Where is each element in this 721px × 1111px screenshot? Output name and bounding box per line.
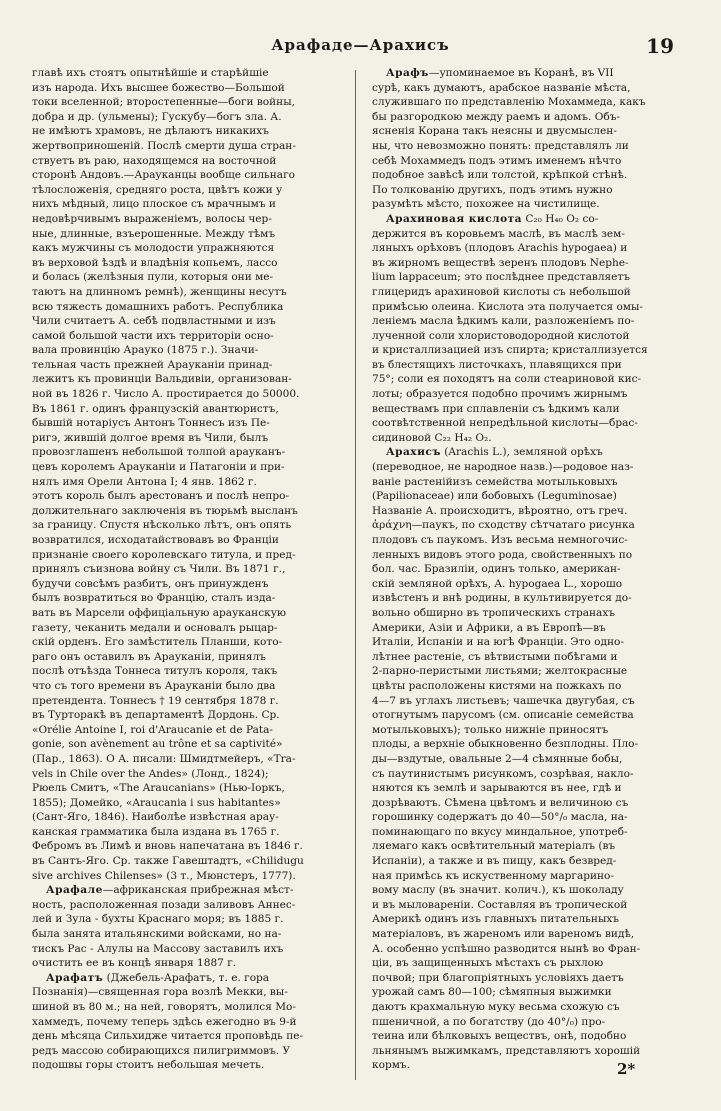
- line-text: (переводное, не народное назв.)—родовое наз-: [372, 461, 634, 474]
- line-text: главѣ ихъ стоятъ опытнѣйшіе и старѣйшіе: [32, 67, 269, 79]
- line-text: извѣстенъ и внѣ родины, в культивируется до-: [372, 592, 632, 605]
- line-text: всю тяжесть домашнихъ работъ. Республика: [32, 300, 284, 313]
- text-line: [372, 1044, 690, 1059]
- line-text: себѣ Мохаммедъ подъ этимъ именемъ нѣчто: [372, 154, 622, 167]
- text-line: [32, 869, 342, 884]
- text-line: [32, 781, 342, 796]
- text-line: [32, 124, 342, 139]
- text-line: [372, 942, 690, 957]
- line-text: подобное завѣсѣ или толстой, крѣпкой стѣнѣ.: [372, 169, 628, 182]
- line-text: что съ того времени въ Арауканіи было два: [32, 679, 276, 692]
- text-line: [32, 1029, 342, 1044]
- line-text: вала провинцію Арауко (1875 г.). Значи-: [32, 344, 259, 357]
- line-text: ціи, въ защищенныхъ мѣстахъ съ рыхлою: [372, 957, 604, 970]
- line-text: плоды, а верхніе обыкновенно безплодны. Пло-: [372, 738, 639, 751]
- line-text: Испаніи), а также и въ пищу, какъ безвред-: [372, 855, 617, 868]
- text-line: [32, 839, 342, 854]
- text-line: [32, 621, 342, 636]
- text-line: [32, 635, 342, 650]
- line-text: съ паутинистымъ рисункомъ, созрѣвая, накло-: [372, 767, 634, 780]
- text-line: [32, 956, 342, 971]
- text-line: [372, 445, 690, 460]
- line-text: за границу. Спустя нѣсколько лѣтъ, онъ опять: [32, 519, 292, 532]
- line-text: вать въ Марсели оффиціальную арауканскую: [32, 606, 287, 619]
- text-line: [372, 300, 690, 315]
- line-text: льнянымъ выжимкамъ, представляютъ хорошій: [372, 1044, 641, 1057]
- line-text: 4—7 въ углахъ листьевъ; чашечка двугубая, съ: [372, 694, 635, 707]
- text-line: [32, 460, 342, 475]
- text-line: [32, 723, 342, 738]
- line-text: скій земляной орѣхъ, A. hypogaea L., хорошо: [372, 577, 623, 590]
- line-text: держится въ коровьемъ маслѣ, въ маслѣ зем-: [372, 227, 625, 240]
- line-text: былъ возвратиться во Францію, сталъ изда-: [32, 592, 276, 605]
- text-line: [372, 1058, 690, 1073]
- text-line: [372, 314, 690, 329]
- line-text: ствуетъ въ раю, находящемся на восточной: [32, 154, 277, 167]
- line-text: въ Турторакѣ въ департаментѣ Дордонь. Ср.: [32, 709, 280, 722]
- text-line: [372, 810, 690, 825]
- entry-headword: Арафъ: [386, 67, 429, 79]
- text-line: [32, 927, 342, 942]
- text-line: [32, 197, 342, 212]
- line-text: sive archives Chilenses» (3 т., Мюнстеръ, 1777).: [32, 869, 296, 882]
- line-text: бол. час. Бразиліи, одинъ только, американ-: [372, 563, 621, 576]
- text-line: [32, 562, 342, 577]
- text-line: [372, 183, 690, 198]
- text-line: [32, 854, 342, 869]
- text-line: [32, 489, 342, 504]
- text-line: [32, 343, 342, 358]
- line-text: будучи совсѣмъ разбитъ, онъ принужденъ: [32, 577, 269, 590]
- text-line: [372, 139, 690, 154]
- line-text: А. особенно успѣшно разводится нынѣ во Фран-: [372, 942, 641, 955]
- text-line: [32, 518, 342, 533]
- line-text: C₂₀ H₄₀ O₂ со-: [522, 212, 599, 225]
- text-line: [372, 110, 690, 125]
- text-line: [32, 591, 342, 606]
- text-line: [372, 358, 690, 373]
- text-line: [32, 708, 342, 723]
- text-line: [372, 723, 690, 738]
- line-text: въ Сантъ-Яго. Ср. также Гавештадтъ, «Chilidugu: [32, 855, 304, 868]
- line-text: отогнутымъ парусомъ (см. описаніе семейства: [372, 709, 634, 722]
- line-text: какъ мужчины съ молодости упражняются: [32, 242, 275, 255]
- text-line: [32, 154, 342, 169]
- text-line: [372, 1015, 690, 1030]
- line-text: 2-парно-перистыми листьями; желтокрасные: [372, 665, 628, 678]
- line-text: въ жирномъ веществѣ зеренъ плодовъ Nephe-: [372, 256, 629, 269]
- line-text: таютъ на длинномъ ремнѣ), женщины несутъ: [32, 285, 287, 298]
- printer-signature: 2*: [617, 1060, 636, 1078]
- line-text: веществамъ при сплавленіи съ ѣдкимъ кали: [372, 402, 620, 415]
- text-line: [372, 621, 690, 636]
- line-text: въ блестящихъ листочкахъ, плавящихся при: [372, 358, 622, 371]
- text-line: [372, 256, 690, 271]
- text-line: [372, 431, 690, 446]
- text-line: [32, 329, 342, 344]
- text-line: [372, 533, 690, 548]
- text-line: [32, 664, 342, 679]
- line-text: редъ массою собирающихся пилигриммовъ. У: [32, 1044, 291, 1057]
- text-line: [372, 518, 690, 533]
- line-text: ленныхъ видовъ этого рода, свойственныхъ по: [372, 548, 633, 561]
- text-line: [372, 81, 690, 96]
- line-text: (Сант-Яго, 1846). Наиболѣе извѣстная арау-: [32, 811, 279, 824]
- line-text: ваніе растенійизъ семейства мотыльковыхъ: [372, 475, 618, 488]
- line-text: вольно обширно въ тропическихъ странахъ: [372, 606, 615, 619]
- line-text: Фебромъ въ Лимѣ и вновь напечатана въ 1846 г.: [32, 840, 303, 853]
- line-text: рагo онъ оставилъ въ Арауканіи, принялъ: [32, 650, 266, 663]
- page-number: 19: [646, 34, 674, 58]
- text-line: [372, 387, 690, 402]
- line-text: почвой; при благопріятныхъ условіяхъ даетъ: [372, 971, 624, 984]
- text-line: [372, 66, 690, 81]
- text-line: [32, 475, 342, 490]
- text-line: [32, 577, 342, 592]
- line-text: Рюель Смитъ, «The Araucanians» (Нью-Іоркъ,: [32, 782, 285, 795]
- line-text: лученной соли хлористоводородной кислотой: [372, 329, 630, 342]
- line-text: тельная часть прежней Арауканіи принад-: [32, 358, 273, 371]
- line-text: признаніе своего королевскаго титула, и пред-: [32, 548, 296, 561]
- text-line: [32, 1000, 342, 1015]
- text-line: [32, 372, 342, 387]
- text-line: [372, 679, 690, 694]
- line-text: возвратился, исходатайствовавъ во Франціи: [32, 534, 279, 546]
- line-text: не имѣютъ храмовъ, не дѣлаютъ никакихъ: [32, 125, 269, 138]
- line-text: пшеничной, а по богатству (до 40°/₀) про-: [372, 1015, 606, 1028]
- line-text: служившаго по представленію Мохаммеда, какъ: [372, 96, 646, 109]
- text-line: [32, 942, 342, 957]
- line-text: —африканская прибрежная мѣст-: [102, 884, 294, 897]
- text-line: [32, 241, 342, 256]
- line-text: соотвѣтственной непредѣльной кислоты—брас-: [372, 417, 638, 430]
- text-line: [372, 548, 690, 563]
- line-text: лей и Зула - бухты Краснаго моря; въ 1885 г.: [32, 913, 284, 926]
- text-line: [372, 212, 690, 227]
- text-line: [372, 956, 690, 971]
- text-line: [32, 431, 342, 446]
- line-text: Чили считаетъ А. себѣ подвластными и изъ: [32, 315, 276, 328]
- text-line: [372, 154, 690, 169]
- line-text: (Пар., 1863). О А. писали: Шмидтмейеръ, «Tra-: [32, 752, 296, 765]
- text-line: [32, 110, 342, 125]
- text-line: [372, 460, 690, 475]
- line-text: вому маслу (въ значит. колич.), къ шоколаду: [372, 884, 624, 897]
- text-line: [32, 533, 342, 548]
- line-text: леніемъ масла ѣдкимъ кали, разложеніемъ по-: [372, 315, 635, 328]
- text-line: [32, 767, 342, 782]
- line-text: токи вселенной; второстепенные—боги войны,: [32, 96, 295, 109]
- entry-headword: Арафале: [46, 884, 103, 897]
- line-text: vels in Chile over the Andes» (Лонд., 1824);: [32, 767, 269, 780]
- line-text: 1855); Домейко, «Araucania i sus habitantes»: [32, 796, 281, 809]
- column-divider: [355, 70, 356, 1080]
- text-line: [32, 445, 342, 460]
- line-text: Въ 1861 г. одинъ французскій авантюристъ,: [32, 402, 279, 415]
- text-line: [372, 343, 690, 358]
- text-line: [32, 796, 342, 811]
- text-line: [372, 270, 690, 285]
- line-text: лоты; образуется подобно прочимъ жирнымъ: [372, 388, 628, 401]
- line-text: примѣсью олеина. Кислота эта получается омы-: [372, 300, 643, 313]
- text-line: [32, 912, 342, 927]
- text-line: [372, 752, 690, 767]
- text-line: [372, 708, 690, 723]
- right-column: [372, 66, 690, 1073]
- line-text: Названіе А. происходитъ, вѣроятно, отъ греч.: [372, 504, 628, 517]
- text-line: [372, 1000, 690, 1015]
- text-line: [32, 358, 342, 373]
- text-line: [32, 898, 342, 913]
- line-text: По толкованію другихъ, подъ этимъ нужно: [372, 183, 613, 196]
- line-text: ны, что невозможно понять: представлялъ ли: [372, 139, 629, 152]
- line-text: ляныхъ орѣховъ (плодовъ Arachis hypogaea) и: [372, 242, 628, 255]
- line-text: скій орденъ. Его замѣститель Планши, кото-: [32, 636, 283, 649]
- line-text: ность, расположенная позади заливовъ Аннес-: [32, 898, 296, 911]
- line-text: газету, чеканить медали и основалъ рыцар-: [32, 621, 278, 634]
- text-line: [372, 416, 690, 431]
- line-text: и кристаллизацией изъ спирта; кристаллизуется: [372, 344, 648, 357]
- text-line: [32, 402, 342, 417]
- text-line: [32, 810, 342, 825]
- text-line: [32, 168, 342, 183]
- line-text: и въ мыловареніи. Составляя въ тропической: [372, 898, 628, 911]
- text-line: [372, 168, 690, 183]
- line-text: матеріаловъ, въ жареномъ или вареномъ видѣ,: [372, 928, 635, 941]
- text-line: [372, 227, 690, 242]
- line-text: 75°; соли ея походятъ на соли стеариновой кис-: [372, 373, 642, 386]
- line-text: «Orélie Antoine I, roi d'Araucanie et de Pata-: [32, 723, 273, 736]
- text-line: [32, 314, 342, 329]
- line-text: ной въ 1826 г. Число А. простирается до 50000.: [32, 388, 300, 401]
- text-line: [32, 1015, 342, 1030]
- line-text: разумѣть мѣсто, похожее на чистилище.: [372, 198, 600, 211]
- line-text: Америкѣ одинъ изъ главныхъ питательныхъ: [372, 913, 619, 926]
- line-text: должительнаго заключенія въ тюрьмѣ высланъ: [32, 504, 298, 517]
- line-text: (Papilionaceae) или бобовыхъ (Leguminosae): [372, 490, 617, 503]
- entry-headword: Арахисъ: [386, 446, 441, 459]
- line-text: тѣлосложенія, средняго роста, цвѣтъ кожи у: [32, 183, 283, 196]
- text-line: [32, 825, 342, 840]
- line-text: канская грамматика была издана въ 1765 г.: [32, 825, 280, 838]
- line-text: очистить ее въ концѣ января 1887 г.: [32, 957, 237, 970]
- line-text: поминающаго по вкусу миндальное, употреб-: [372, 825, 628, 838]
- line-text: послѣ отъѣзда Тоннеса титулъ короля, такъ: [32, 665, 278, 678]
- text-line: [32, 183, 342, 198]
- text-line: [372, 767, 690, 782]
- text-line: [372, 606, 690, 621]
- line-text: бывшій нотаріусъ Антонъ Тоннесъ изъ Пе-: [32, 417, 270, 430]
- text-line: [32, 416, 342, 431]
- text-line: [32, 81, 342, 96]
- line-text: и болась (желѣзныя пули, которыя они ме-: [32, 271, 274, 284]
- text-line: [372, 562, 690, 577]
- line-text: ригэ, жившій долгое время въ Чили, былъ: [32, 431, 269, 444]
- text-line: [372, 737, 690, 752]
- text-line: [32, 679, 342, 694]
- text-line: [372, 95, 690, 110]
- text-line: [32, 285, 342, 300]
- text-line: [372, 796, 690, 811]
- line-text: недовѣрчивымъ выраженіемъ, волосы чер-: [32, 212, 272, 225]
- line-text: ные, длинные, взъерошенные. Между тѣмъ: [32, 227, 276, 240]
- line-text: лѣтнее растеніе, съ вѣтвистыми побѣгами и: [372, 650, 618, 663]
- text-line: [372, 694, 690, 709]
- text-line: [372, 839, 690, 854]
- text-line: [372, 635, 690, 650]
- text-line: [32, 1044, 342, 1059]
- line-text: Америки, Азіи и Африки, а въ Европѣ—въ: [372, 621, 606, 634]
- running-title: Арафаде—Арахисъ: [271, 36, 450, 54]
- line-text: самой большой части ихъ территоріи осно-: [32, 329, 274, 342]
- text-line: [32, 650, 342, 665]
- line-text: сурѣ, какъ думаютъ, арабское названіе мѣста,: [372, 81, 631, 94]
- line-text: въ верховой ѣздѣ и владѣнія копьемъ, лассо: [32, 256, 278, 269]
- text-line: [372, 985, 690, 1000]
- text-line: [32, 883, 342, 898]
- line-text: плодовъ съ паукомъ. Изъ весьма немногочис-: [372, 534, 628, 546]
- line-text: горошинку содержатъ до 40—50°/₀ масла, на-: [372, 811, 628, 824]
- line-text: дозрѣваютъ. Сѣмена цвѣтомъ и величиною съ: [372, 796, 629, 809]
- text-line: [372, 664, 690, 679]
- line-text: Италіи, Испаніи и на югѣ Франціи. Это одно-: [372, 636, 624, 649]
- text-line: [372, 591, 690, 606]
- text-line: [32, 66, 342, 81]
- text-line: [32, 300, 342, 315]
- line-text: —упоминаемое въ Коранѣ, въ VII: [428, 67, 614, 79]
- line-text: ляемаго какъ освѣтительный матеріалъ (въ: [372, 840, 616, 853]
- line-text: шиной въ 80 м.; на ней, говорятъ, молился Мо-: [32, 1001, 296, 1013]
- line-text: провозглашенъ небольшой толпой арауканъ-: [32, 446, 286, 459]
- text-line: [372, 504, 690, 519]
- line-text: принялъ съизнова войну съ Чили. Въ 1871 г.,: [32, 563, 286, 576]
- text-line: [372, 241, 690, 256]
- left-column: [32, 66, 342, 1073]
- page-header: [0, 34, 721, 60]
- text-line: [32, 212, 342, 227]
- line-text: gonie, son avènement au trône et sa captivité»: [32, 738, 283, 751]
- text-line: [372, 854, 690, 869]
- line-text: нялъ имя Орели Антона I; 4 янв. 1862 г.: [32, 475, 257, 488]
- line-text: Познанія)—священная гора возлѣ Мекки, вы-: [32, 986, 288, 999]
- line-text: день мѣсяца Сильхидже читается проповѣдь пе-: [32, 1030, 304, 1043]
- line-text: изъ народа. Ихъ высшее божество—Большой: [32, 81, 285, 94]
- line-text: сторонѣ Андовъ.—Арауканцы вообще сильнаго: [32, 169, 295, 182]
- line-text: теина или бѣлковыхъ веществъ, онѣ, подобно: [372, 1030, 627, 1043]
- line-text: няются къ землѣ и зарываются въ нее, гдѣ и: [372, 782, 622, 795]
- text-line: [32, 971, 342, 986]
- entry-headword: Арафатъ: [46, 971, 104, 984]
- line-text: даютъ крахмальную муку весьма схожую съ: [372, 1001, 620, 1013]
- line-text: лежитъ къ провинціи Вальдивіи, организован-: [32, 373, 292, 386]
- text-line: [32, 606, 342, 621]
- line-text: ясненія Корана такъ неясны и двусмыслен-: [372, 125, 617, 138]
- line-text: урожай самъ 80—100; сѣмяпныя выжимки: [372, 986, 612, 999]
- line-text: бы разгородкою между раемъ и адомъ. Объ-: [372, 110, 620, 123]
- text-line: [372, 124, 690, 139]
- text-line: [372, 285, 690, 300]
- text-line: [32, 1058, 342, 1073]
- line-text: ды—вздутые, овальные 2—4 сѣмянные бобы,: [372, 752, 623, 765]
- line-text: нихъ мѣдный, лицо плоское съ мрачнымъ и: [32, 198, 276, 211]
- line-text: добра и др. (ульмены); Гускубу—богъ зла. А.: [32, 110, 282, 123]
- line-text: ἀράχνη—паукъ, по сходству сѣтчатаго рисунка: [372, 519, 635, 532]
- text-line: [372, 577, 690, 592]
- line-text: глицеридъ арахиновой кислоты съ небольшой: [372, 285, 631, 298]
- text-line: [32, 694, 342, 709]
- text-line: [32, 752, 342, 767]
- line-text: (Arachis L.), земляной орѣхъ: [440, 446, 603, 459]
- text-line: [32, 985, 342, 1000]
- text-line: [372, 489, 690, 504]
- line-text: подошвы горы стоитъ небольшая мечеть.: [32, 1059, 265, 1072]
- text-line: [372, 869, 690, 884]
- text-line: [372, 898, 690, 913]
- text-line: [372, 912, 690, 927]
- text-line: [32, 387, 342, 402]
- line-text: кормъ.: [372, 1059, 410, 1072]
- text-line: [32, 504, 342, 519]
- text-line: [372, 475, 690, 490]
- line-text: сидиновой C₂₂ H₄₂ O₂.: [372, 431, 492, 444]
- text-line: [32, 95, 342, 110]
- text-line: [32, 548, 342, 563]
- text-line: [372, 927, 690, 942]
- text-line: [372, 329, 690, 344]
- line-text: тискъ Рас - Алулы на Массову заставилъ ихъ: [32, 942, 284, 955]
- text-line: [372, 197, 690, 212]
- entry-headword: Арахиновая кислота: [386, 212, 522, 225]
- text-line: [32, 256, 342, 271]
- text-line: [372, 1029, 690, 1044]
- text-line: [372, 883, 690, 898]
- line-text: претендента. Тоннесъ † 19 сентября 1878 г.: [32, 694, 279, 707]
- text-line: [372, 825, 690, 840]
- line-text: цевъ королемъ Арауканіи и Патагоніи и при-: [32, 461, 285, 474]
- text-line: [372, 650, 690, 665]
- line-text: ная примѣсь къ искуственному маргарино-: [372, 869, 614, 882]
- text-line: [372, 971, 690, 986]
- line-text: (Джебель-Арафатъ, т. е. гора: [103, 971, 270, 984]
- line-text: этотъ король былъ арестованъ и послѣ непро-: [32, 490, 290, 503]
- text-line: [372, 781, 690, 796]
- line-text: хаммедъ, почему теперь здѣсь ежегодно въ 9-й: [32, 1015, 297, 1028]
- line-text: была занята итальянскими войсками, но на-: [32, 928, 282, 941]
- line-text: lium lappaceum; это послѣднее представляетъ: [372, 271, 630, 284]
- text-line: [372, 372, 690, 387]
- text-line: [32, 139, 342, 154]
- line-text: мотыльковыхъ); только нижніе приносятъ: [372, 723, 609, 736]
- text-line: [372, 402, 690, 417]
- text-line: [32, 737, 342, 752]
- text-line: [32, 227, 342, 242]
- line-text: цвѣты расположены кистями на пожкахъ по: [372, 679, 622, 692]
- line-text: жертвоприношеній. Послѣ смерти душа стран-: [32, 139, 296, 152]
- text-line: [32, 270, 342, 285]
